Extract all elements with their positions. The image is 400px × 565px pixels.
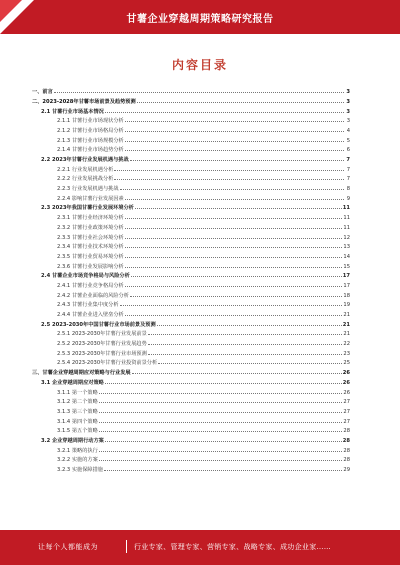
toc-entry-page: 27 bbox=[343, 408, 350, 415]
footer-slogan-left: 让每个人都能成为 bbox=[38, 543, 98, 551]
toc-leader-dots bbox=[125, 222, 343, 229]
toc-entry-page: 28 bbox=[343, 457, 350, 464]
toc-leader-dots bbox=[99, 454, 343, 461]
toc-entry[interactable] bbox=[32, 328, 350, 338]
toc-entry-page: 25 bbox=[343, 360, 350, 367]
toc-leader-dots bbox=[130, 154, 344, 161]
toc-leader-dots bbox=[125, 251, 343, 258]
toc-entry-page: 26 bbox=[343, 389, 350, 396]
toc-entry[interactable] bbox=[32, 96, 350, 106]
toc-entry-label: 2.1 甘薯行业市场基本情况 bbox=[41, 108, 104, 115]
toc-entry-label: 2.4.2 甘薯企业面临的风险分析 bbox=[57, 292, 129, 299]
toc-leader-dots bbox=[148, 338, 343, 345]
toc-leader-dots bbox=[148, 328, 343, 335]
toc-entry-page: 28 bbox=[343, 447, 350, 454]
toc-entry[interactable] bbox=[32, 309, 350, 319]
toc-entry-label: 2.5 2023-2030年中国甘薯行业市场前景及预测 bbox=[41, 321, 156, 328]
toc-leader-dots bbox=[105, 377, 342, 384]
toc-leader-dots bbox=[120, 183, 344, 190]
toc-entry-page: 4 bbox=[346, 127, 350, 134]
toc-entry-label: 2.2.4 影响甘薯行业发展因素 bbox=[57, 195, 124, 202]
toc-entry-label: 3.1.1 第一个策略 bbox=[57, 389, 98, 396]
toc-entry[interactable] bbox=[32, 222, 350, 232]
toc-entry[interactable] bbox=[32, 357, 350, 367]
toc-entry-page: 8 bbox=[346, 186, 350, 193]
toc-entry-label: 3.2 企业穿越周期行动方案 bbox=[41, 437, 104, 444]
toc-leader-dots bbox=[158, 357, 342, 364]
toc-entry-page: 15 bbox=[343, 263, 350, 270]
toc-entry-page: 7 bbox=[346, 157, 350, 163]
toc-leader-dots bbox=[54, 86, 344, 93]
toc-entry-page: 26 bbox=[342, 379, 350, 386]
toc-heading: 内容目录 bbox=[171, 58, 228, 72]
toc-entry-label: 2.4 甘薯企业市场竞争格局与风险分析 bbox=[41, 273, 130, 280]
toc-entry-page: 11 bbox=[343, 224, 350, 231]
toc-entry[interactable] bbox=[32, 202, 350, 212]
toc-entry-label: 三、甘薯企业穿越周期应对策略与行业发展 bbox=[32, 370, 131, 377]
toc-entry-label: 2.3.4 甘薯行业技术环境分析 bbox=[57, 244, 124, 251]
report-title: 甘薯企业穿越周期策略研究报告 bbox=[126, 14, 274, 25]
toc-leader-dots bbox=[99, 396, 343, 403]
toc-entry[interactable] bbox=[32, 454, 350, 464]
toc-leader-dots bbox=[125, 212, 343, 219]
toc-entry[interactable] bbox=[32, 231, 350, 241]
toc-entry-page: 5 bbox=[346, 137, 350, 144]
toc-entry-page: 13 bbox=[343, 244, 350, 251]
toc-entry-page: 11 bbox=[342, 205, 350, 212]
toc-entry-label: 2.3.2 甘薯行业政策环境分析 bbox=[57, 224, 124, 231]
toc-entry[interactable] bbox=[32, 415, 350, 425]
toc-leader-dots bbox=[125, 193, 344, 200]
table-of-contents bbox=[32, 86, 350, 474]
toc-entry-label: 3.1 企业穿越周期应对策略 bbox=[41, 379, 104, 386]
toc-entry-label: 3.2.3 实施保障措施 bbox=[57, 467, 103, 473]
toc-entry-label: 2.5.1 2023-2030年甘薯行业发展前景 bbox=[57, 331, 147, 338]
toc-leader-dots bbox=[135, 202, 342, 209]
toc-entry[interactable] bbox=[32, 164, 350, 174]
toc-entry[interactable] bbox=[32, 280, 350, 290]
header-banner bbox=[0, 0, 400, 34]
toc-entry-label: 2.1.2 甘薯行业市场格局分析 bbox=[57, 127, 124, 134]
toc-entry-page: 3 bbox=[346, 98, 350, 105]
toc-entry-label: 2.2.1 行业发展机遇分析 bbox=[57, 166, 114, 173]
toc-entry-page: 12 bbox=[343, 234, 350, 241]
toc-entry-page: 19 bbox=[343, 302, 350, 309]
toc-leader-dots bbox=[114, 173, 344, 180]
toc-leader-dots bbox=[99, 415, 343, 422]
footer-banner bbox=[0, 530, 400, 565]
toc-entry[interactable] bbox=[32, 319, 350, 329]
toc-entry-label: 一、前言 bbox=[32, 89, 53, 96]
toc-entry[interactable] bbox=[32, 406, 350, 416]
toc-leader-dots bbox=[125, 125, 344, 132]
toc-entry-page: 17 bbox=[343, 282, 350, 289]
toc-entry[interactable] bbox=[32, 435, 350, 445]
toc-entry-label: 2.4.1 甘薯行业竞争格局分析 bbox=[57, 282, 124, 289]
toc-leader-dots bbox=[148, 348, 343, 355]
toc-entry-label: 3.1.2 第二个策略 bbox=[57, 399, 98, 406]
toc-leader-dots bbox=[125, 144, 344, 151]
toc-entry-page: 28 bbox=[342, 437, 350, 444]
toc-entry-label: 2.5.4 2023-2030年甘薯行业投资前景分析 bbox=[57, 360, 158, 367]
toc-leader-dots bbox=[104, 464, 342, 471]
toc-entry[interactable] bbox=[32, 251, 350, 261]
toc-entry[interactable] bbox=[32, 338, 350, 348]
toc-entry-page: 21 bbox=[343, 312, 350, 318]
toc-entry-label: 2.5.2 2023-2030年甘薯行业发展趋势 bbox=[57, 341, 147, 348]
footer-divider bbox=[126, 540, 127, 553]
toc-entry-label: 2.1.3 甘薯行业市场规模分析 bbox=[57, 137, 124, 144]
toc-leader-dots bbox=[120, 299, 343, 306]
toc-entry-label: 2.3 2023年我国甘薯行业发展环境分析 bbox=[41, 205, 134, 212]
toc-entry-page: 27 bbox=[343, 399, 350, 406]
toc-entry-label: 2.4.3 甘薯行业集中度分析 bbox=[57, 302, 119, 309]
toc-entry[interactable] bbox=[32, 241, 350, 251]
toc-entry-label: 3.2.2 实施的方案 bbox=[57, 457, 98, 464]
toc-entry-page: 28 bbox=[343, 428, 350, 435]
toc-leader-dots bbox=[125, 134, 344, 141]
toc-entry-page: 17 bbox=[342, 273, 350, 280]
toc-entry-page: 21 bbox=[343, 331, 350, 338]
toc-entry-label: 2.2.3 行业发展机遇与挑战 bbox=[57, 186, 119, 193]
toc-entry-label: 2.1.4 甘薯行业市场趋势分析 bbox=[57, 147, 124, 154]
toc-entry-label: 3.1.5 第五个策略 bbox=[57, 428, 98, 435]
toc-entry-page: 23 bbox=[343, 350, 350, 357]
toc-entry-label: 2.1.1 甘薯行业市场现状分析 bbox=[57, 118, 124, 125]
footer-slogan-right: 行业专家、管理专家、营销专家、战略专家、成功企业家…… bbox=[134, 543, 332, 551]
toc-leader-dots bbox=[125, 115, 344, 122]
toc-entry[interactable] bbox=[32, 183, 350, 193]
toc-entry-page: 3 bbox=[346, 118, 350, 125]
toc-entry-label: 二、2023-2028年甘薯市场前景及趋势预测 bbox=[32, 98, 136, 105]
toc-entry-page: 6 bbox=[346, 147, 350, 154]
toc-entry-label: 3.1.3 第三个策略 bbox=[57, 408, 98, 415]
toc-entry-page: 14 bbox=[343, 253, 350, 260]
toc-entry-label: 3.2.1 策略的执行 bbox=[57, 447, 98, 454]
toc-entry[interactable] bbox=[32, 125, 350, 135]
toc-leader-dots bbox=[99, 386, 343, 393]
toc-entry[interactable] bbox=[32, 270, 350, 280]
toc-entry-page: 26 bbox=[342, 370, 350, 377]
toc-entry-page: 21 bbox=[342, 321, 350, 328]
toc-entry[interactable] bbox=[32, 377, 350, 387]
toc-entry[interactable] bbox=[32, 173, 350, 183]
toc-leader-dots bbox=[130, 289, 342, 296]
toc-entry-page: 27 bbox=[343, 418, 350, 425]
toc-entry[interactable] bbox=[32, 396, 350, 406]
toc-entry[interactable] bbox=[32, 464, 350, 474]
toc-leader-dots bbox=[125, 280, 343, 287]
toc-entry[interactable] bbox=[32, 260, 350, 270]
toc-leader-dots bbox=[132, 367, 342, 374]
toc-leader-dots bbox=[105, 435, 342, 442]
toc-entry-page: 3 bbox=[346, 108, 350, 115]
toc-entry[interactable] bbox=[32, 212, 350, 222]
toc-leader-dots bbox=[157, 319, 342, 326]
toc-entry-page: 22 bbox=[343, 341, 350, 348]
toc-entry[interactable] bbox=[32, 289, 350, 299]
toc-leader-dots bbox=[99, 444, 343, 451]
toc-entry-label: 2.2.2 行业发展挑战分析 bbox=[57, 176, 114, 183]
toc-entry[interactable] bbox=[32, 115, 350, 125]
toc-leader-dots bbox=[131, 270, 342, 277]
toc-entry[interactable] bbox=[32, 105, 350, 115]
toc-entry[interactable] bbox=[32, 86, 350, 96]
toc-leader-dots bbox=[99, 425, 343, 432]
toc-leader-dots bbox=[99, 406, 343, 413]
toc-entry-label: 2.3.5 甘薯行业贸易环境分析 bbox=[57, 253, 124, 260]
toc-entry[interactable] bbox=[32, 144, 350, 154]
toc-entry[interactable] bbox=[32, 134, 350, 144]
toc-entry[interactable] bbox=[32, 425, 350, 435]
toc-leader-dots bbox=[125, 231, 343, 238]
toc-entry[interactable] bbox=[32, 348, 350, 358]
toc-entry-label: 2.4.4 甘薯企业进入壁垒分析 bbox=[57, 312, 124, 318]
toc-entry-label: 3.1.4 第四个策略 bbox=[57, 418, 98, 425]
toc-leader-dots bbox=[125, 260, 343, 267]
toc-entry-label: 2.3.6 甘薯行业发展影响分析 bbox=[57, 263, 124, 270]
toc-entry-label: 2.5.3 2023-2030年甘薯行业市场预测 bbox=[57, 350, 147, 357]
toc-entry[interactable] bbox=[32, 299, 350, 309]
toc-entry-page: 7 bbox=[346, 176, 350, 183]
toc-entry[interactable] bbox=[32, 367, 350, 377]
toc-leader-dots bbox=[114, 164, 344, 171]
toc-leader-dots bbox=[125, 309, 343, 316]
toc-entry-label: 2.3.1 甘薯行业经济环境分析 bbox=[57, 215, 124, 222]
toc-entry-page: 3 bbox=[346, 89, 350, 96]
toc-entry[interactable] bbox=[32, 154, 350, 164]
toc-entry-page: 11 bbox=[343, 215, 350, 222]
toc-leader-dots bbox=[125, 241, 343, 248]
toc-entry[interactable] bbox=[32, 444, 350, 454]
toc-entry-page: 9 bbox=[346, 195, 350, 202]
toc-entry-label: 2.3.3 甘薯行业社会环境分析 bbox=[57, 234, 124, 241]
toc-entry-page: 7 bbox=[346, 166, 350, 173]
toc-entry-page: 18 bbox=[343, 292, 350, 299]
toc-entry[interactable] bbox=[32, 386, 350, 396]
toc-entry-label: 2.2 2023年甘薯行业发展机遇与挑战 bbox=[41, 157, 129, 163]
toc-entry-page: 29 bbox=[343, 467, 350, 473]
toc-leader-dots bbox=[137, 96, 344, 103]
toc-entry[interactable] bbox=[32, 193, 350, 203]
toc-leader-dots bbox=[105, 105, 344, 112]
